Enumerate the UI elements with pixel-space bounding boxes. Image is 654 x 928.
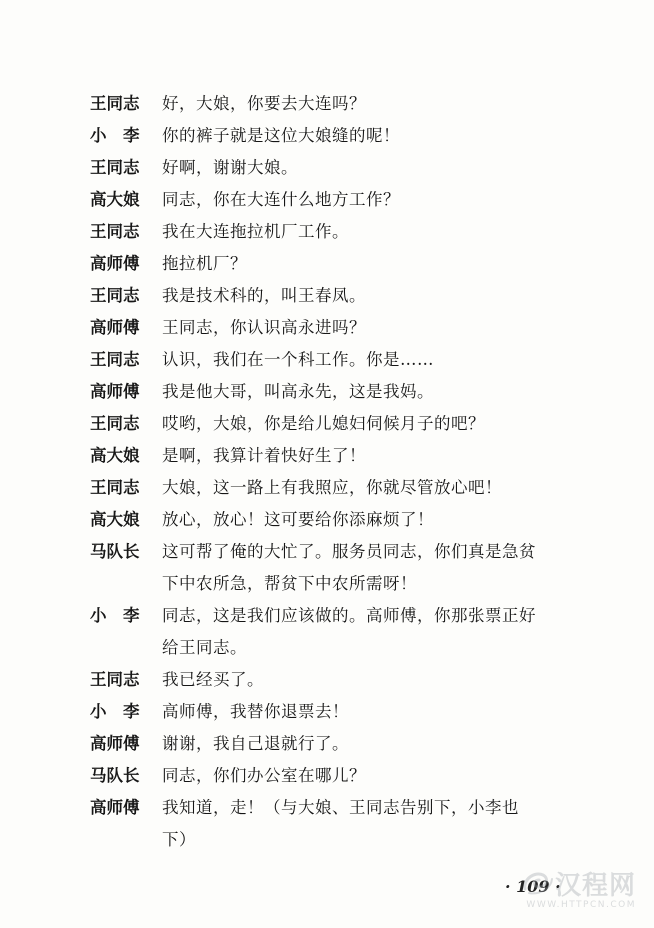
speech-line: 同志，你们办公室在哪儿？ [162, 766, 366, 785]
dialogue-line [90, 376, 610, 408]
speaker-name: 高师傅 [90, 798, 140, 817]
speech-line: 你的裤子就是这位大娘缝的呢！ [162, 126, 400, 145]
watermark-text: 汉程网 [554, 871, 636, 901]
swirl-logo-icon [521, 867, 555, 901]
speech-text [162, 472, 610, 504]
site-watermark [521, 865, 636, 910]
speech-line: 我已经买了。 [162, 670, 264, 689]
dialogue-line [90, 344, 610, 376]
speech-line: 是啊，我算计着快好生了！ [162, 446, 366, 465]
speaker-name: 高大娘 [90, 190, 140, 209]
dialogue-line [90, 440, 610, 472]
dialogue-line [90, 728, 610, 760]
speech-text [162, 376, 610, 408]
watermark-logo [521, 865, 636, 902]
page-number: · 109 · [505, 877, 561, 896]
speech-line: 我在大连拖拉机厂工作。 [162, 222, 349, 241]
speaker-name: 小 李 [90, 606, 140, 625]
speaker-name: 王同志 [90, 286, 140, 305]
speech-line: 好，大娘，你要去大连吗？ [162, 94, 366, 113]
dialogue-line [90, 88, 610, 120]
speech-line: 我是他大哥，叫高永先，这是我妈。 [162, 382, 434, 401]
speech-text [162, 216, 610, 248]
speech-text [162, 760, 610, 792]
speech-line: 给王同志。 [162, 638, 247, 657]
speaker-name: 王同志 [90, 478, 140, 497]
speaker-name: 王同志 [90, 670, 140, 689]
speech-line: 好啊，谢谢大娘。 [162, 158, 298, 177]
speech-text [162, 344, 610, 376]
speech-text [162, 280, 610, 312]
dialogue-line [90, 504, 610, 536]
speaker-name: 王同志 [90, 350, 140, 369]
speech-text [162, 440, 610, 472]
watermark-url: WWW.HTTPCN.COM [526, 900, 636, 910]
dialogue-line [90, 280, 610, 312]
dialogue-line [90, 600, 610, 664]
speaker-name: 高师傅 [90, 318, 140, 337]
speech-line: 放心，放心！这可要给你添麻烦了！ [162, 510, 434, 529]
dialogue-line [90, 760, 610, 792]
speech-line: 下） [162, 830, 196, 849]
speech-text [162, 248, 610, 280]
speech-text [162, 504, 610, 536]
speech-line: 同志，这是我们应该做的。高师傅，你那张票正好 [162, 606, 536, 625]
speech-text [162, 792, 610, 856]
dialogue-line [90, 216, 610, 248]
speech-text [162, 312, 610, 344]
speech-text [162, 696, 610, 728]
dialogue-line [90, 696, 610, 728]
dialogue-line [90, 472, 610, 504]
speaker-name: 王同志 [90, 414, 140, 433]
speaker-name: 高师傅 [90, 382, 140, 401]
speech-line: 我知道，走！（与大娘、王同志告别下，小李也 [162, 798, 519, 817]
speech-text [162, 120, 610, 152]
dialogue-line [90, 120, 610, 152]
speech-text [162, 600, 610, 664]
dialogue-line [90, 664, 610, 696]
speech-line: 下中农所急，帮贫下中农所需呀！ [162, 574, 417, 593]
speech-line: 哎哟，大娘，你是给儿媳妇伺候月子的吧？ [162, 414, 485, 433]
dialogue-line [90, 248, 610, 280]
speech-line: 认识，我们在一个科工作。你是…… [162, 350, 434, 369]
speech-line: 王同志，你认识高永进吗？ [162, 318, 366, 337]
dialogue-line [90, 312, 610, 344]
speaker-name: 马队长 [90, 766, 140, 785]
speech-text [162, 152, 610, 184]
speaker-name: 王同志 [90, 158, 140, 177]
speaker-name: 王同志 [90, 222, 140, 241]
speech-text [162, 184, 610, 216]
speech-line: 我是技术科的，叫王春凤。 [162, 286, 366, 305]
speech-text [162, 408, 610, 440]
dialogue-line [90, 536, 610, 600]
speech-line: 谢谢，我自己退就行了。 [162, 734, 349, 753]
speech-text [162, 664, 610, 696]
speech-line: 高师傅，我替你退票去！ [162, 702, 349, 721]
speaker-name: 高师傅 [90, 734, 140, 753]
speech-text [162, 536, 610, 600]
speech-line: 这可帮了俺的大忙了。服务员同志，你们真是急贫 [162, 542, 536, 561]
speech-line: 同志，你在大连什么地方工作？ [162, 190, 400, 209]
speaker-name: 小 李 [90, 702, 140, 721]
script-dialogue [90, 88, 610, 856]
dialogue-line [90, 184, 610, 216]
speech-text [162, 88, 610, 120]
speech-line: 拖拉机厂？ [162, 254, 247, 273]
dialogue-line [90, 152, 610, 184]
speaker-name: 高大娘 [90, 510, 140, 529]
speaker-name: 小 李 [90, 126, 140, 145]
speech-text [162, 728, 610, 760]
speaker-name: 高大娘 [90, 446, 140, 465]
dialogue-line [90, 792, 610, 856]
speech-line: 大娘，这一路上有我照应，你就尽管放心吧！ [162, 478, 502, 497]
speaker-name: 王同志 [90, 94, 140, 113]
speaker-name: 马队长 [90, 542, 140, 561]
speaker-name: 高师傅 [90, 254, 140, 273]
dialogue-line [90, 408, 610, 440]
